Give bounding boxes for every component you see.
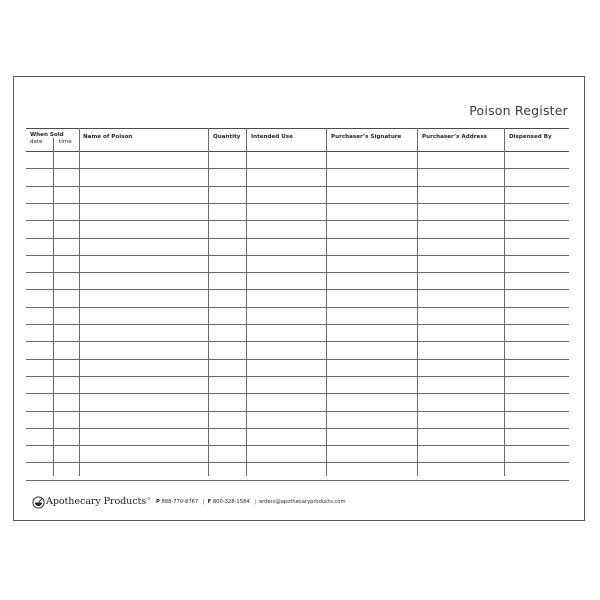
row-rule	[26, 411, 569, 412]
row-rule	[26, 428, 569, 429]
header-intended-use: Intended Use	[251, 134, 293, 140]
phone-number: 888-770-8767	[161, 499, 199, 505]
row-rule	[26, 480, 569, 481]
column-divider	[79, 128, 80, 476]
row-rule	[26, 203, 569, 204]
row-rule	[26, 307, 569, 308]
phone-label: P	[156, 499, 160, 505]
footer	[32, 494, 346, 510]
row-rule	[26, 376, 569, 377]
row-rule	[26, 289, 569, 290]
row-rule	[26, 255, 569, 256]
column-divider	[246, 128, 247, 476]
row-rule	[26, 393, 569, 394]
column-divider	[504, 128, 505, 476]
header-bottom-rule	[26, 151, 569, 152]
header-when-sold: When Sold	[30, 132, 64, 138]
header-name-of-poison: Name of Poison	[83, 134, 133, 140]
row-rule	[26, 220, 569, 221]
email-address: orders@apothecaryproducts.com	[259, 499, 346, 505]
header-purchaser-signature: Purchaser’s Signature	[331, 134, 402, 140]
mortar-pestle-logo-icon	[32, 496, 45, 509]
contact-info	[156, 499, 345, 505]
row-rule	[26, 168, 569, 169]
row-rule	[26, 462, 569, 463]
row-rule	[26, 341, 569, 342]
row-rule	[26, 238, 569, 239]
row-rule	[26, 186, 569, 187]
header-time: time	[59, 139, 72, 145]
brand-name	[46, 496, 151, 507]
separator: |	[202, 499, 205, 505]
register-table	[26, 128, 569, 476]
brand-name-text: Apothecary Products	[46, 496, 147, 508]
row-rule	[26, 445, 569, 446]
row-rule	[26, 359, 569, 360]
registered-mark: ®	[147, 496, 152, 502]
column-divider	[208, 128, 209, 476]
table-top-rule	[26, 128, 569, 129]
separator: |	[254, 499, 256, 505]
fax-label: F	[207, 499, 212, 505]
column-divider	[326, 128, 327, 476]
header-quantity: Quantity	[213, 134, 241, 140]
row-rule	[26, 272, 569, 273]
poison-register-form	[13, 76, 585, 521]
header-purchaser-address: Purchaser’s Address	[422, 134, 487, 140]
header-dispensed-by: Dispensed By	[509, 134, 552, 140]
column-divider	[53, 138, 54, 476]
page-title: Poison Register	[469, 103, 568, 118]
column-divider	[417, 128, 418, 476]
fax-number: 800-328-1584	[212, 499, 250, 505]
row-rule	[26, 324, 569, 325]
header-date: date	[30, 139, 43, 145]
